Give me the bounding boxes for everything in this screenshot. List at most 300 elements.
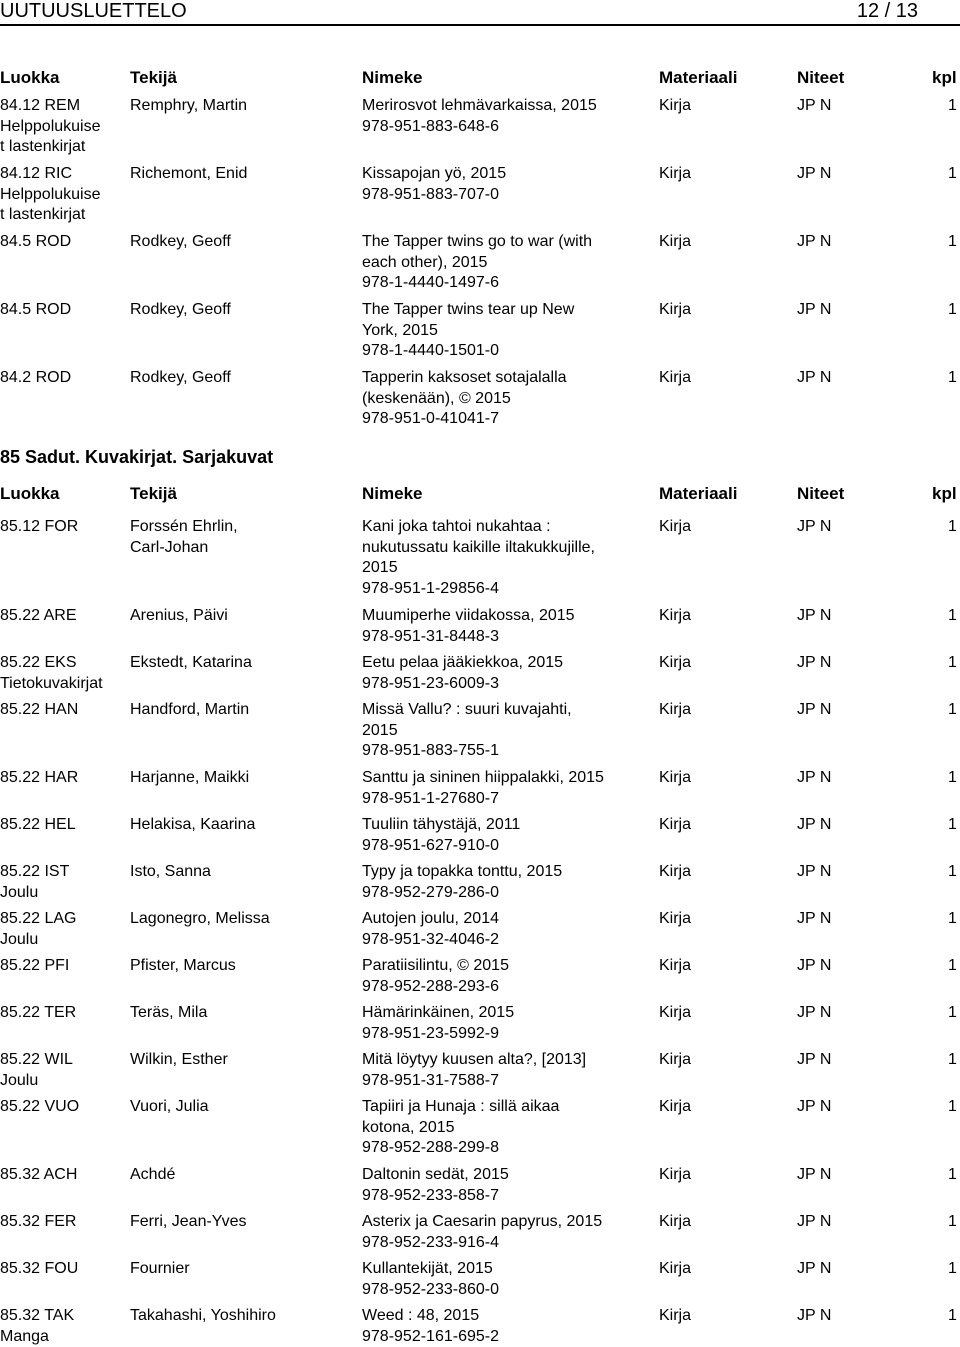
nimeke-cell bbox=[362, 909, 652, 950]
tekija-cell bbox=[130, 815, 356, 836]
niteet-cell bbox=[797, 909, 831, 930]
nimeke-cell-line: Muumiperhe viidakossa, 2015 bbox=[362, 607, 575, 624]
materiaali-cell bbox=[659, 862, 691, 883]
nimeke-cell-line: Daltonin sedät, 2015 bbox=[362, 1166, 509, 1183]
column-header-tekija: Tekijä bbox=[130, 68, 177, 87]
nimeke-cell-line: Mitä löytyy kuusen alta?, [2013] bbox=[362, 1051, 587, 1068]
kpl-cell bbox=[948, 96, 957, 117]
luokka-cell bbox=[0, 368, 126, 389]
niteet-cell-line: JP N bbox=[797, 607, 832, 624]
column-header-niteet: Niteet bbox=[797, 68, 845, 87]
tekija-cell-line: Vuori, Julia bbox=[130, 1098, 209, 1115]
nimeke-cell-line: Asterix ja Caesarin papyrus, 2015 bbox=[362, 1213, 603, 1230]
luokka-cell bbox=[0, 232, 126, 253]
nimeke-cell bbox=[362, 1259, 652, 1300]
luokka-cell-line: Helppolukuise bbox=[0, 117, 101, 135]
nimeke-cell-line: Kissapojan yö, 2015 bbox=[362, 165, 507, 182]
materiaali-cell bbox=[659, 96, 691, 117]
kpl-cell-line: 1 bbox=[948, 97, 957, 114]
niteet-cell bbox=[797, 606, 831, 627]
nimeke-cell-line: 978-951-883-707-0 bbox=[362, 185, 499, 203]
kpl-cell-line: 1 bbox=[948, 701, 957, 718]
materiaali-cell bbox=[659, 768, 691, 789]
materiaali-cell bbox=[659, 1259, 691, 1280]
niteet-cell-line: JP N bbox=[797, 654, 832, 671]
luokka-cell-line: 84.12 RIC bbox=[0, 165, 73, 182]
niteet-cell bbox=[797, 653, 831, 674]
materiaali-cell-line: Kirja bbox=[659, 1260, 692, 1277]
nimeke-cell-line: 978-951-23-6009-3 bbox=[362, 674, 499, 692]
kpl-cell-line: 1 bbox=[948, 1307, 957, 1324]
nimeke-cell-line: Missä Vallu? : suuri kuvajahti, bbox=[362, 701, 572, 718]
niteet-cell-line: JP N bbox=[797, 233, 832, 250]
kpl-cell bbox=[948, 164, 957, 185]
nimeke-cell bbox=[362, 862, 652, 903]
niteet-cell bbox=[797, 232, 831, 253]
page-number: 12 / 13 bbox=[856, 0, 918, 22]
kpl-cell bbox=[948, 1212, 957, 1233]
tekija-cell-line: Richemont, Enid bbox=[130, 165, 248, 182]
materiaali-cell-line: Kirja bbox=[659, 1098, 692, 1115]
niteet-cell bbox=[797, 768, 831, 789]
materiaali-cell-line: Kirja bbox=[659, 654, 692, 671]
luokka-cell bbox=[0, 1097, 126, 1118]
niteet-cell-line: JP N bbox=[797, 769, 832, 786]
tekija-cell-line: Carl-Johan bbox=[130, 538, 209, 556]
luokka-cell bbox=[0, 1003, 126, 1024]
luokka-cell-line: 85.22 IST bbox=[0, 863, 70, 880]
materiaali-cell-line: Kirja bbox=[659, 1213, 692, 1230]
luokka-cell bbox=[0, 909, 126, 950]
tekija-cell bbox=[130, 606, 356, 627]
nimeke-cell-line: 978-1-4440-1497-6 bbox=[362, 274, 499, 291]
tekija-cell-line: Fournier bbox=[130, 1260, 190, 1277]
nimeke-cell-line: 978-951-1-27680-7 bbox=[362, 789, 499, 807]
materiaali-cell bbox=[659, 700, 691, 721]
nimeke-cell bbox=[362, 232, 652, 294]
luokka-cell-line: 85.22 HAR bbox=[0, 769, 79, 786]
niteet-cell-line: JP N bbox=[797, 701, 832, 718]
luokka-cell-line: 85.32 ACH bbox=[0, 1166, 78, 1183]
kpl-cell bbox=[948, 606, 957, 627]
materiaali-cell-line: Kirja bbox=[659, 97, 692, 114]
nimeke-cell-line: 978-951-0-41041-7 bbox=[362, 410, 499, 427]
nimeke-cell bbox=[362, 1050, 652, 1091]
kpl-cell bbox=[948, 768, 957, 789]
materiaali-cell bbox=[659, 956, 691, 977]
nimeke-cell-line: 978-951-23-5992-9 bbox=[362, 1024, 499, 1042]
nimeke-cell-line: 978-951-627-910-0 bbox=[362, 836, 499, 854]
kpl-cell bbox=[948, 300, 957, 321]
luokka-cell-line: 85.22 TER bbox=[0, 1004, 77, 1021]
kpl-cell-line: 1 bbox=[948, 1051, 957, 1068]
niteet-cell-line: JP N bbox=[797, 1166, 832, 1183]
kpl-cell-line: 1 bbox=[948, 369, 957, 386]
materiaali-cell-line: Kirja bbox=[659, 1004, 692, 1021]
tekija-cell bbox=[130, 232, 356, 253]
luokka-cell-line: 85.22 VUO bbox=[0, 1098, 80, 1115]
kpl-cell-line: 1 bbox=[948, 1098, 957, 1115]
tekija-cell-line: Ekstedt, Katarina bbox=[130, 654, 252, 671]
nimeke-cell bbox=[362, 700, 652, 762]
niteet-cell bbox=[797, 862, 831, 883]
nimeke-cell bbox=[362, 606, 652, 647]
niteet-cell-line: JP N bbox=[797, 910, 832, 927]
nimeke-cell-line: Eetu pelaa jääkiekkoa, 2015 bbox=[362, 654, 564, 671]
niteet-cell bbox=[797, 300, 831, 321]
luokka-cell-line: t lastenkirjat bbox=[0, 138, 86, 155]
kpl-cell-line: 1 bbox=[948, 863, 957, 880]
kpl-cell-line: 1 bbox=[948, 654, 957, 671]
tekija-cell-line: Rodkey, Geoff bbox=[130, 233, 231, 250]
luokka-cell bbox=[0, 300, 126, 321]
materiaali-cell-line: Kirja bbox=[659, 816, 692, 833]
nimeke-cell bbox=[362, 815, 652, 856]
column-header-luokka: Luokka bbox=[0, 68, 60, 87]
nimeke-cell-line: (keskenään), © 2015 bbox=[362, 389, 511, 407]
tekija-cell bbox=[130, 653, 356, 674]
niteet-cell bbox=[797, 1259, 831, 1280]
materiaali-cell-line: Kirja bbox=[659, 233, 692, 250]
kpl-cell bbox=[948, 653, 957, 674]
nimeke-cell-line: 978-952-233-858-7 bbox=[362, 1186, 499, 1204]
kpl-cell-line: 1 bbox=[948, 1166, 957, 1183]
niteet-cell-line: JP N bbox=[797, 816, 832, 833]
materiaali-cell-line: Kirja bbox=[659, 1051, 692, 1068]
tekija-cell bbox=[130, 956, 356, 977]
materiaali-cell bbox=[659, 606, 691, 627]
nimeke-cell-line: Tapiiri ja Hunaja : sillä aikaa bbox=[362, 1098, 560, 1115]
tekija-cell bbox=[130, 96, 356, 117]
luokka-cell-line: Joulu bbox=[0, 883, 39, 901]
nimeke-cell-line: Typy ja topakka tonttu, 2015 bbox=[362, 863, 563, 880]
nimeke-cell-line: 978-951-32-4046-2 bbox=[362, 930, 499, 948]
tekija-cell-line: Teräs, Mila bbox=[130, 1004, 208, 1021]
kpl-cell-line: 1 bbox=[948, 769, 957, 786]
luokka-cell bbox=[0, 862, 126, 903]
tekija-cell-line: Forssén Ehrlin, bbox=[130, 518, 238, 535]
nimeke-cell-line: each other), 2015 bbox=[362, 253, 488, 271]
nimeke-cell-line: 978-951-1-29856-4 bbox=[362, 579, 499, 597]
materiaali-cell bbox=[659, 909, 691, 930]
luokka-cell bbox=[0, 815, 126, 836]
materiaali-cell bbox=[659, 1212, 691, 1233]
luokka-cell-line: Joulu bbox=[0, 930, 39, 948]
luokka-cell-line: 85.22 WIL bbox=[0, 1051, 73, 1068]
nimeke-cell bbox=[362, 300, 652, 362]
materiaali-cell-line: Kirja bbox=[659, 165, 692, 182]
tekija-cell-line: Lagonegro, Melissa bbox=[130, 910, 270, 927]
niteet-cell bbox=[797, 1165, 831, 1186]
niteet-cell bbox=[797, 956, 831, 977]
nimeke-cell-line: 978-951-883-648-6 bbox=[362, 117, 499, 135]
nimeke-cell-line: 978-952-233-860-0 bbox=[362, 1280, 499, 1298]
tekija-cell bbox=[130, 1212, 356, 1233]
niteet-cell-line: JP N bbox=[797, 369, 832, 386]
materiaali-cell bbox=[659, 517, 691, 538]
luokka-cell-line: 85.32 FER bbox=[0, 1213, 77, 1230]
tekija-cell bbox=[130, 700, 356, 721]
luokka-cell-line: 85.22 PFI bbox=[0, 957, 70, 974]
kpl-cell bbox=[948, 909, 957, 930]
niteet-cell-line: JP N bbox=[797, 863, 832, 880]
materiaali-cell bbox=[659, 1050, 691, 1071]
tekija-cell-line: Isto, Sanna bbox=[130, 863, 211, 880]
niteet-cell-line: JP N bbox=[797, 1260, 832, 1277]
tekija-cell bbox=[130, 862, 356, 883]
nimeke-cell-line: Merirosvot lehmävarkaissa, 2015 bbox=[362, 97, 597, 114]
niteet-cell-line: JP N bbox=[797, 957, 832, 974]
column-header-kpl: kpl bbox=[932, 484, 957, 503]
tekija-cell bbox=[130, 368, 356, 389]
materiaali-cell-line: Kirja bbox=[659, 1307, 692, 1324]
materiaali-cell bbox=[659, 368, 691, 389]
tekija-cell bbox=[130, 164, 356, 185]
tekija-cell bbox=[130, 1050, 356, 1071]
materiaali-cell-line: Kirja bbox=[659, 1166, 692, 1183]
nimeke-cell-line: Hämärinkäinen, 2015 bbox=[362, 1004, 515, 1021]
niteet-cell bbox=[797, 1050, 831, 1071]
materiaali-cell-line: Kirja bbox=[659, 863, 692, 880]
niteet-cell bbox=[797, 815, 831, 836]
niteet-cell-line: JP N bbox=[797, 1213, 832, 1230]
nimeke-cell-line: 978-952-161-695-2 bbox=[362, 1327, 499, 1345]
section-title: 85 Sadut. Kuvakirjat. Sarjakuvat bbox=[0, 447, 274, 467]
luokka-cell-line: 84.12 REM bbox=[0, 97, 81, 114]
kpl-cell bbox=[948, 1050, 957, 1071]
luokka-cell-line: 85.32 FOU bbox=[0, 1260, 79, 1277]
kpl-cell bbox=[948, 815, 957, 836]
materiaali-cell-line: Kirja bbox=[659, 910, 692, 927]
kpl-cell bbox=[948, 1259, 957, 1280]
niteet-cell bbox=[797, 1306, 831, 1327]
tekija-cell-line: Helakisa, Kaarina bbox=[130, 816, 256, 833]
nimeke-cell-line: Tuuliin tähystäjä, 2011 bbox=[362, 816, 521, 833]
nimeke-cell-line: Kullantekijät, 2015 bbox=[362, 1260, 493, 1277]
materiaali-cell-line: Kirja bbox=[659, 518, 692, 535]
niteet-cell-line: JP N bbox=[797, 1307, 832, 1324]
niteet-cell bbox=[797, 96, 831, 117]
column-header-kpl: kpl bbox=[932, 68, 957, 87]
nimeke-cell bbox=[362, 1097, 652, 1159]
nimeke-cell-line: 978-952-279-286-0 bbox=[362, 883, 499, 901]
niteet-cell bbox=[797, 517, 831, 538]
luokka-cell-line: 85.22 HAN bbox=[0, 701, 79, 718]
kpl-cell bbox=[948, 1003, 957, 1024]
tekija-cell-line: Arenius, Päivi bbox=[130, 607, 228, 624]
column-header-nimeke: Nimeke bbox=[362, 484, 423, 503]
kpl-cell bbox=[948, 1165, 957, 1186]
column-header-materiaali: Materiaali bbox=[659, 68, 738, 87]
column-header-tekija: Tekijä bbox=[130, 484, 177, 503]
column-header-materiaali: Materiaali bbox=[659, 484, 738, 503]
tekija-cell-line: Achdé bbox=[130, 1166, 176, 1183]
tekija-cell-line: Rodkey, Geoff bbox=[130, 301, 231, 318]
materiaali-cell-line: Kirja bbox=[659, 957, 692, 974]
kpl-cell-line: 1 bbox=[948, 518, 957, 535]
materiaali-cell bbox=[659, 1306, 691, 1327]
kpl-cell bbox=[948, 862, 957, 883]
kpl-cell bbox=[948, 368, 957, 389]
luokka-cell-line: t lastenkirjat bbox=[0, 206, 86, 223]
luokka-cell-line: 85.22 EKS bbox=[0, 654, 77, 671]
nimeke-cell-line: 978-951-31-8448-3 bbox=[362, 627, 499, 645]
materiaali-cell-line: Kirja bbox=[659, 301, 692, 318]
header-rule bbox=[0, 24, 960, 26]
tekija-cell bbox=[130, 517, 356, 558]
tekija-cell bbox=[130, 768, 356, 789]
nimeke-cell-line: Autojen joulu, 2014 bbox=[362, 910, 499, 927]
luokka-cell bbox=[0, 768, 126, 789]
kpl-cell bbox=[948, 1306, 957, 1327]
tekija-cell-line: Ferri, Jean-Yves bbox=[130, 1213, 247, 1230]
nimeke-cell bbox=[362, 1165, 652, 1206]
kpl-cell-line: 1 bbox=[948, 607, 957, 624]
luokka-cell-line: 85.32 TAK bbox=[0, 1307, 75, 1324]
nimeke-cell-line: Tapperin kaksoset sotajalalla bbox=[362, 369, 567, 386]
niteet-cell-line: JP N bbox=[797, 518, 832, 535]
kpl-cell-line: 1 bbox=[948, 165, 957, 182]
luokka-cell-line: 84.2 ROD bbox=[0, 369, 72, 386]
kpl-cell-line: 1 bbox=[948, 957, 957, 974]
luokka-cell-line: 84.5 ROD bbox=[0, 301, 72, 318]
nimeke-cell-line: 978-952-288-299-8 bbox=[362, 1139, 499, 1156]
luokka-cell-line: Manga bbox=[0, 1327, 49, 1345]
tekija-cell-line: Harjanne, Maikki bbox=[130, 769, 250, 786]
nimeke-cell bbox=[362, 768, 652, 809]
kpl-cell-line: 1 bbox=[948, 233, 957, 250]
luokka-cell-line: 85.22 ARE bbox=[0, 607, 77, 624]
luokka-cell bbox=[0, 1259, 126, 1280]
nimeke-cell bbox=[362, 96, 652, 137]
nimeke-cell-line: Weed : 48, 2015 bbox=[362, 1307, 480, 1324]
luokka-cell-line: Helppolukuise bbox=[0, 185, 101, 203]
luokka-cell bbox=[0, 653, 126, 694]
nimeke-cell-line: Paratiisilintu, © 2015 bbox=[362, 957, 509, 974]
materiaali-cell bbox=[659, 1097, 691, 1118]
niteet-cell bbox=[797, 1212, 831, 1233]
materiaali-cell bbox=[659, 232, 691, 253]
page-header bbox=[0, 0, 960, 22]
kpl-cell-line: 1 bbox=[948, 1004, 957, 1021]
nimeke-cell-line: 2015 bbox=[362, 721, 398, 739]
tekija-cell bbox=[130, 300, 356, 321]
nimeke-cell-line: kotona, 2015 bbox=[362, 1118, 455, 1136]
niteet-cell bbox=[797, 1097, 831, 1118]
column-header-luokka: Luokka bbox=[0, 484, 60, 503]
tekija-cell bbox=[130, 909, 356, 930]
nimeke-cell-line: 978-1-4440-1501-0 bbox=[362, 342, 499, 359]
nimeke-cell bbox=[362, 368, 652, 430]
materiaali-cell bbox=[659, 300, 691, 321]
niteet-cell bbox=[797, 368, 831, 389]
nimeke-cell bbox=[362, 1212, 652, 1253]
luokka-cell bbox=[0, 956, 126, 977]
document-title: UUTUUSLUETTELO bbox=[0, 0, 187, 22]
nimeke-cell bbox=[362, 517, 652, 599]
nimeke-cell-line: The Tapper twins tear up New bbox=[362, 301, 575, 318]
kpl-cell bbox=[948, 232, 957, 253]
tekija-cell-line: Wilkin, Esther bbox=[130, 1051, 228, 1068]
niteet-cell-line: JP N bbox=[797, 301, 832, 318]
nimeke-cell bbox=[362, 1306, 652, 1347]
nimeke-cell bbox=[362, 1003, 652, 1044]
kpl-cell-line: 1 bbox=[948, 1213, 957, 1230]
niteet-cell-line: JP N bbox=[797, 97, 832, 114]
nimeke-cell-line: 978-951-883-755-1 bbox=[362, 742, 499, 759]
nimeke-cell-line: nukutussatu kaikille iltakukkujille, bbox=[362, 538, 595, 556]
materiaali-cell-line: Kirja bbox=[659, 369, 692, 386]
materiaali-cell bbox=[659, 164, 691, 185]
niteet-cell bbox=[797, 700, 831, 721]
niteet-cell-line: JP N bbox=[797, 1004, 832, 1021]
materiaali-cell bbox=[659, 653, 691, 674]
luokka-cell bbox=[0, 517, 126, 538]
tekija-cell-line: Pfister, Marcus bbox=[130, 957, 236, 974]
luokka-cell bbox=[0, 606, 126, 627]
kpl-cell-line: 1 bbox=[948, 816, 957, 833]
luokka-cell-line: Tietokuvakirjat bbox=[0, 674, 103, 692]
niteet-cell-line: JP N bbox=[797, 1051, 832, 1068]
materiaali-cell bbox=[659, 815, 691, 836]
column-header-niteet: Niteet bbox=[797, 484, 845, 503]
luokka-cell bbox=[0, 96, 126, 158]
column-header-nimeke: Nimeke bbox=[362, 68, 423, 87]
kpl-cell bbox=[948, 700, 957, 721]
tekija-cell-line: Takahashi, Yoshihiro bbox=[130, 1307, 276, 1324]
luokka-cell bbox=[0, 1165, 126, 1186]
kpl-cell bbox=[948, 956, 957, 977]
kpl-cell-line: 1 bbox=[948, 1260, 957, 1277]
luokka-cell-line: 85.22 HEL bbox=[0, 816, 76, 833]
niteet-cell-line: JP N bbox=[797, 165, 832, 182]
luokka-cell-line: 84.5 ROD bbox=[0, 233, 72, 250]
nimeke-cell-line: 978-952-288-293-6 bbox=[362, 977, 499, 995]
luokka-cell-line: Joulu bbox=[0, 1071, 39, 1089]
luokka-cell bbox=[0, 1306, 126, 1347]
niteet-cell bbox=[797, 164, 831, 185]
materiaali-cell-line: Kirja bbox=[659, 607, 692, 624]
tekija-cell bbox=[130, 1259, 356, 1280]
materiaali-cell-line: Kirja bbox=[659, 769, 692, 786]
tekija-cell bbox=[130, 1097, 356, 1118]
niteet-cell bbox=[797, 1003, 831, 1024]
tekija-cell bbox=[130, 1003, 356, 1024]
nimeke-cell-line: The Tapper twins go to war (with bbox=[362, 233, 593, 250]
materiaali-cell-line: Kirja bbox=[659, 701, 692, 718]
niteet-cell-line: JP N bbox=[797, 1098, 832, 1115]
tekija-cell-line: Remphry, Martin bbox=[130, 97, 248, 114]
luokka-cell bbox=[0, 1050, 126, 1091]
nimeke-cell bbox=[362, 653, 652, 694]
kpl-cell bbox=[948, 1097, 957, 1118]
luokka-cell bbox=[0, 164, 126, 226]
luokka-cell-line: 85.12 FOR bbox=[0, 518, 79, 535]
kpl-cell-line: 1 bbox=[948, 301, 957, 318]
nimeke-cell-line: 2015 bbox=[362, 559, 398, 576]
nimeke-cell-line: York, 2015 bbox=[362, 321, 438, 339]
kpl-cell bbox=[948, 517, 957, 538]
tekija-cell bbox=[130, 1165, 356, 1186]
nimeke-cell-line: Kani joka tahtoi nukahtaa : bbox=[362, 518, 551, 535]
nimeke-cell bbox=[362, 956, 652, 997]
materiaali-cell bbox=[659, 1003, 691, 1024]
nimeke-cell bbox=[362, 164, 652, 205]
kpl-cell-line: 1 bbox=[948, 910, 957, 927]
tekija-cell-line: Rodkey, Geoff bbox=[130, 369, 231, 386]
luokka-cell bbox=[0, 1212, 126, 1233]
luokka-cell-line: 85.22 LAG bbox=[0, 910, 77, 927]
